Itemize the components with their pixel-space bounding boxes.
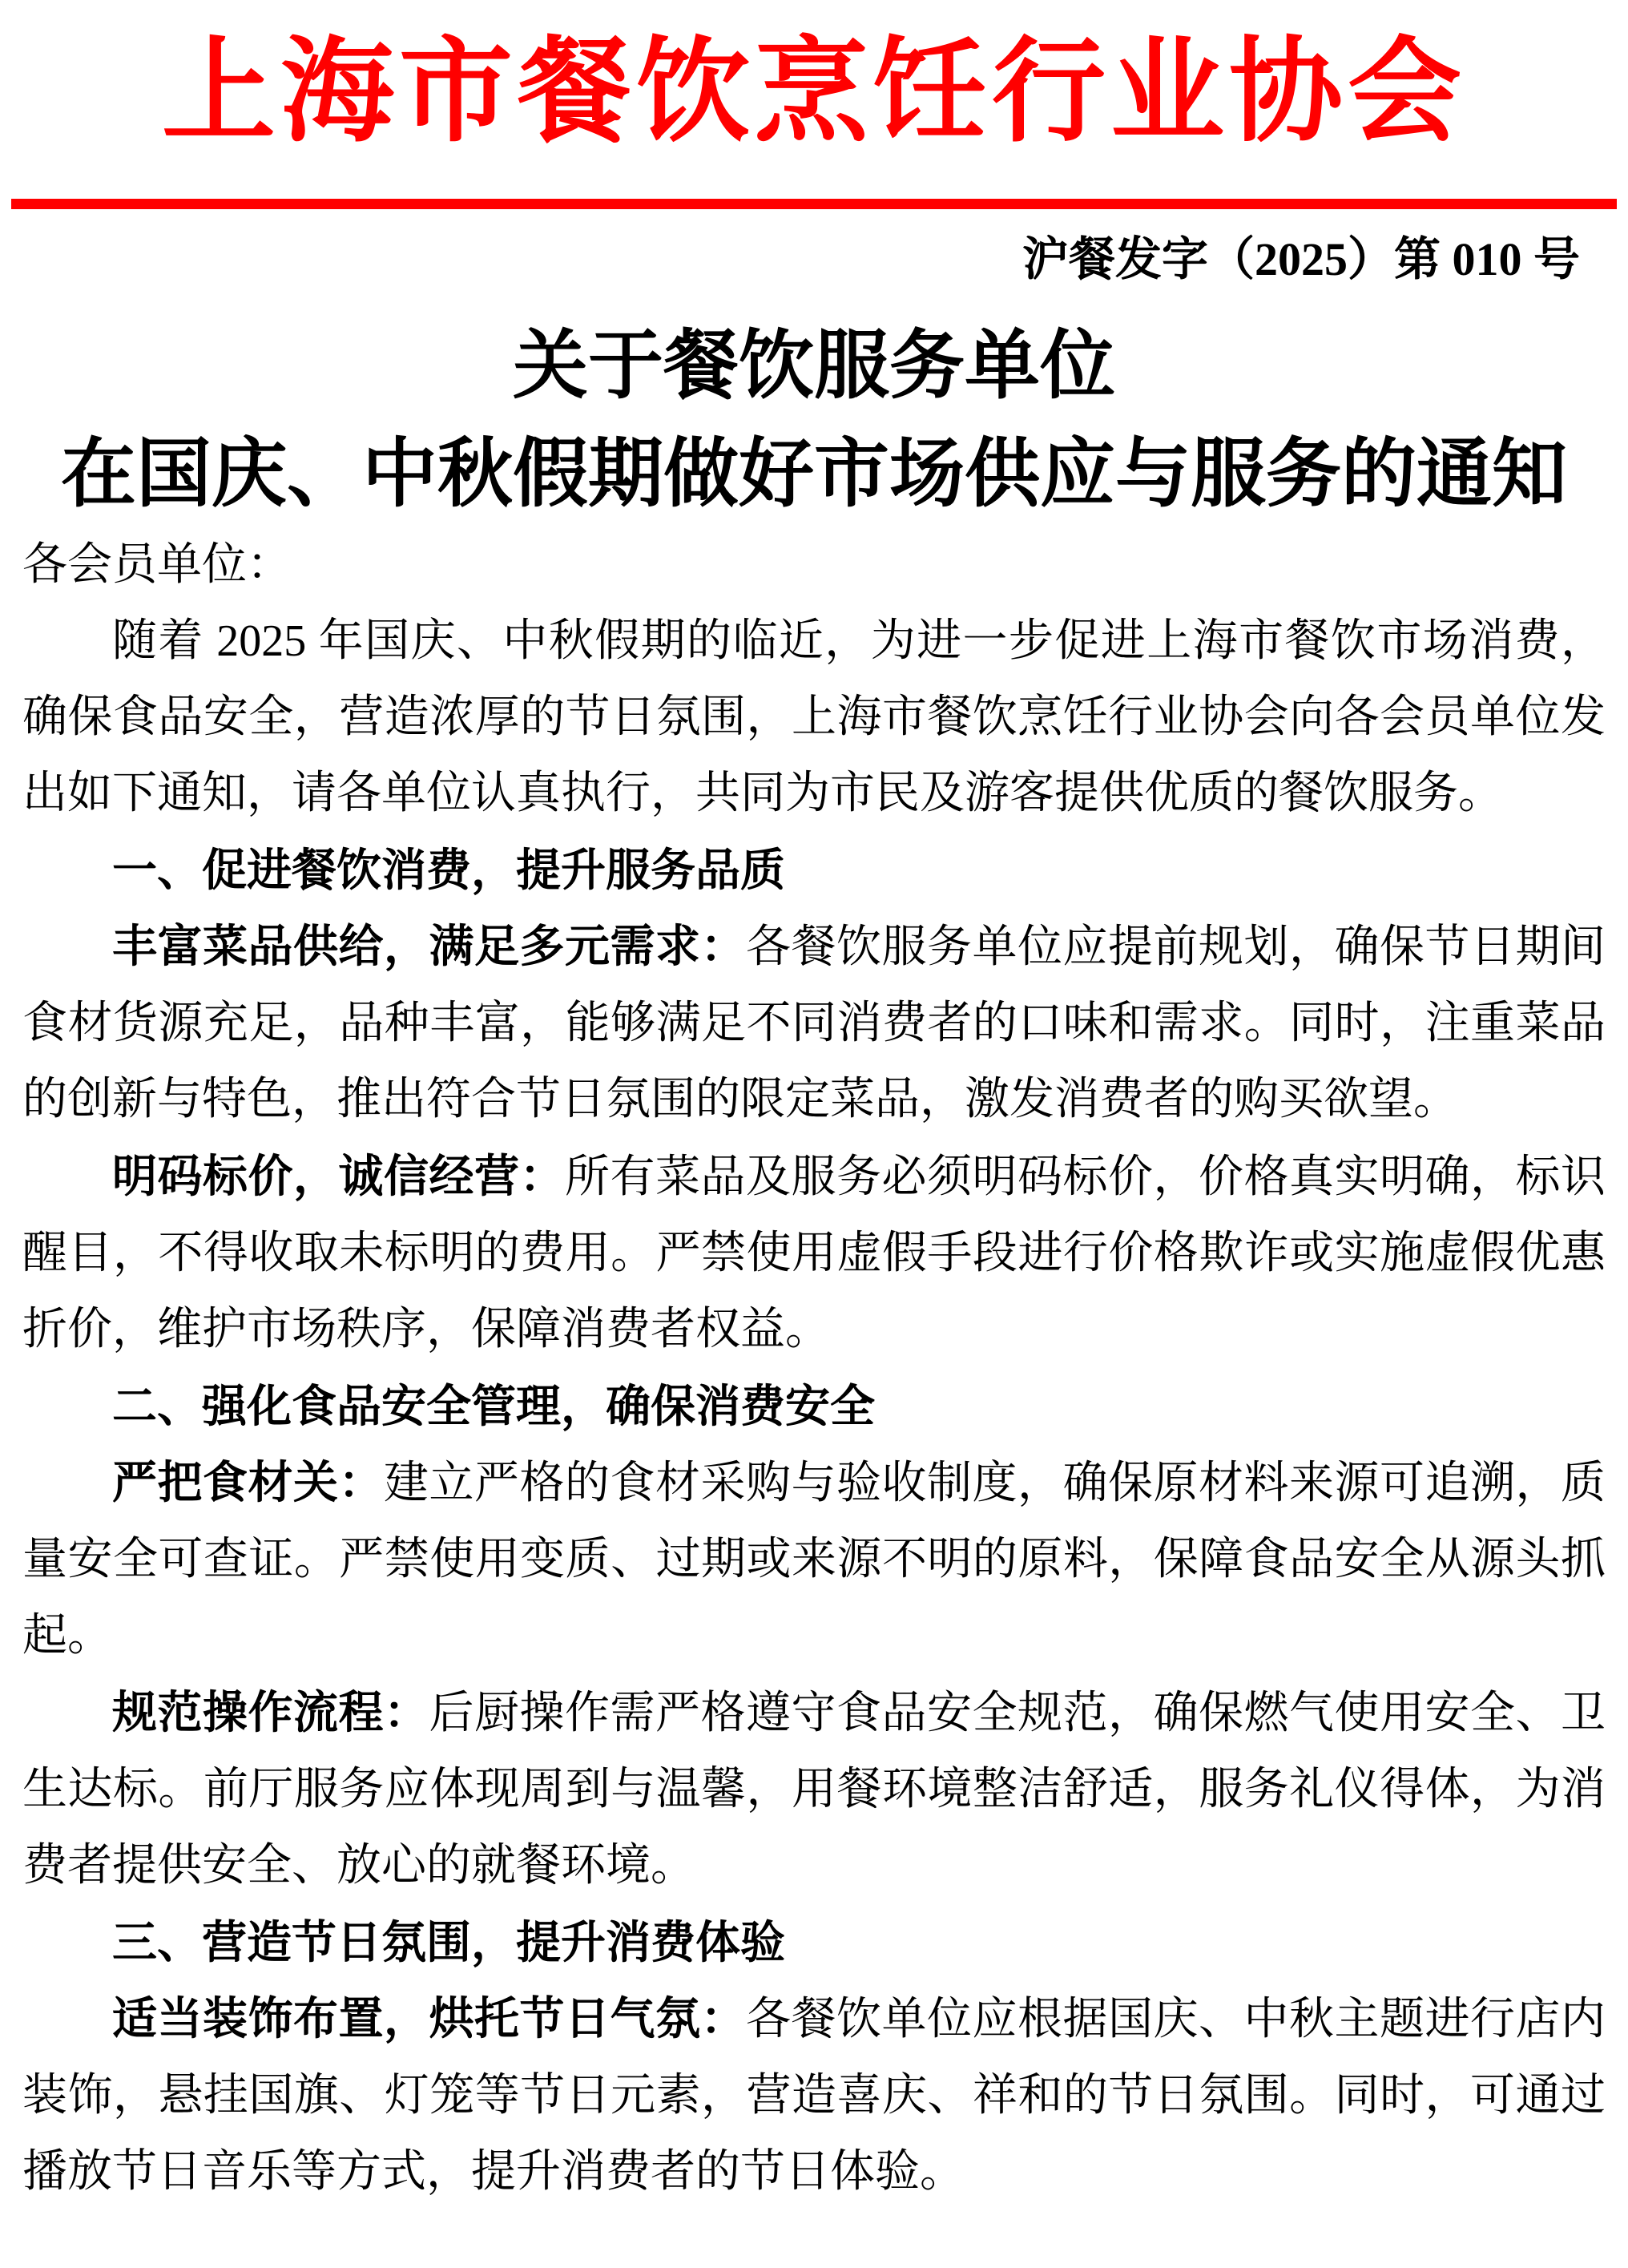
paragraph-text: 随着 2025 年国庆、中秋假期的临近，为进一步促进上海市餐饮市场消费，确保食品安全，营造浓厚的节日氛围，上海市餐饮烹饪行业协会向各会员单位发出如下通知，请各单位认真执行，共同为市民及游客提供优质的餐饮服务。	[22, 616, 1606, 818]
paragraph-text: 建立严格的食材采购与验收制度，确保原材料来源可追溯，质量安全可查证。严禁使用变质、过期或来源不明的原料，保障食品安全从源头抓起。	[22, 1459, 1606, 1661]
paragraph-operations	[22, 1674, 1606, 1904]
paragraph-lead: 丰富菜品供给，满足多元需求：	[112, 921, 746, 971]
notice-title	[22, 311, 1606, 527]
paragraph-lead: 明码标价，诚信经营：	[112, 1151, 565, 1201]
notice-content	[22, 311, 1606, 2210]
paragraph-text: 所有菜品及服务必须明码标价，价格真实明确，标识醒目，不得收取未标明的费用。严禁使用虚假手段进行价格欺诈或实施虚假优惠折价，维护市场秩序，保障消费者权益。	[22, 1152, 1606, 1354]
paragraph-lead: 适当装饰布置，烘托节日气氛：	[112, 1993, 746, 2044]
paragraph-pricing	[22, 1138, 1606, 1368]
paragraph-text: 后厨操作需严格遵守食品安全规范，确保燃气使用安全、卫生达标。前厅服务应体现周到与温馨，用餐环境整洁舒适，服务礼仪得体，为消费者提供安全、放心的就餐环境。	[22, 1689, 1606, 1891]
paragraph-supply	[22, 908, 1606, 1138]
notice-title-line1: 关于餐饮服务单位	[512, 323, 1115, 407]
paragraph-intro	[22, 603, 1606, 832]
section-heading-1: 一、促进餐饮消费，提升服务品质	[112, 845, 785, 895]
section-heading-3: 三、营造节日氛围，提升消费体验	[112, 1917, 785, 1967]
letterhead-divider	[11, 199, 1617, 209]
paragraph-lead: 严把食材关：	[112, 1457, 384, 1507]
paragraph-text: 各餐饮服务单位应提前规划，确保节日期间食材货源充足，品种丰富，能够满足不同消费者的口味和需求。同时，注重菜品的创新与特色，推出符合节日氛围的限定菜品，激发消费者的购买欲望。	[22, 922, 1606, 1124]
paragraph-lead: 规范操作流程：	[112, 1687, 429, 1737]
letterhead-title: 上海市餐饮烹饪行业协会	[162, 29, 1466, 155]
salutation: 各会员单位：	[22, 540, 292, 590]
paragraph-text: 各餐饮单位应根据国庆、中秋主题进行店内装饰，悬挂国旗、灯笼等节日元素，营造喜庆、祥和的节日氛围。同时，可通过播放节日音乐等方式，提升消费者的节日体验。	[22, 1995, 1606, 2197]
letterhead	[0, 10, 1628, 297]
notice-title-line2: 在国庆、中秋假期做好市场供应与服务的通知	[60, 431, 1567, 515]
paragraph-decoration	[22, 1980, 1606, 2210]
notice-page	[0, 10, 1628, 2268]
document-number: 沪餐发字（2025）第 010 号	[1022, 233, 1580, 285]
paragraph-ingredients	[22, 1444, 1606, 1674]
section-heading-2: 二、强化食品安全管理，确保消费安全	[112, 1381, 875, 1431]
